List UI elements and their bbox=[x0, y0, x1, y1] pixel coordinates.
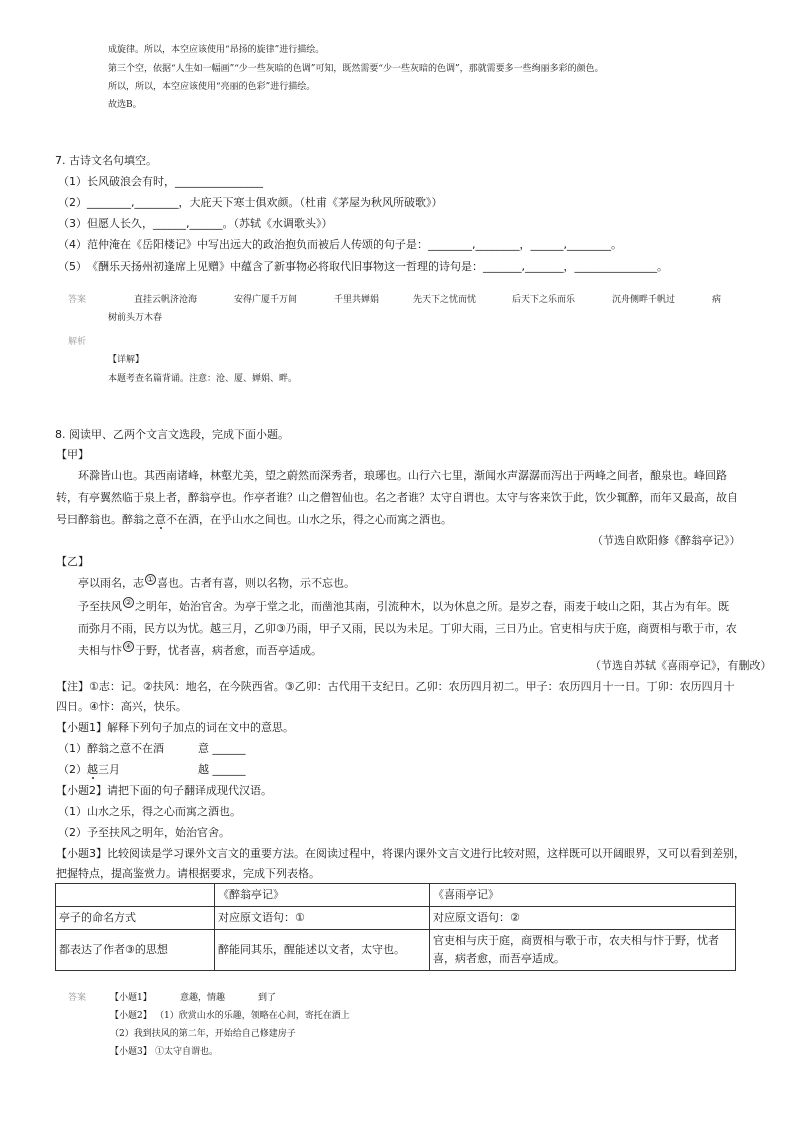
analysis-text-line: 成旋律。所以，本空应该使用“昂扬的旋律”进行描绘。 bbox=[108, 45, 325, 55]
sub-question-3-line: 把握特点，提高鉴赏力。请根据要求，完成下列表格。 bbox=[56, 867, 320, 880]
sub1-answer-blank: 越 ______ bbox=[198, 763, 246, 776]
table-row bbox=[56, 907, 736, 930]
q7-item-1: （1）长风破浪会有时，________________ bbox=[58, 175, 263, 188]
table-cell: 醉能同其乐，醒能述以文者，太守也。 bbox=[215, 930, 430, 971]
sub-question-3-line: 【小题3】比较阅读是学习课外文言文的重要方法。在阅读过程中，将课内课外文言文进行比较对照，这样既可以开阔眼界，又可以看到差别， bbox=[56, 847, 745, 860]
notes-line: 【注】①志：记。②扶风：地名，在今陕西省。③乙卯：古代用干支纪日。乙卯：农历四月初二。甲子：农历四月十一日。丁卯：农历四月十 bbox=[56, 680, 735, 693]
dotted-word: 意 bbox=[155, 513, 166, 526]
analysis-text-line: 第三个空，依据“人生如一幅画”“少一些灰暗的色调”可知，既然需要“少一些灰暗的色调”，那就需要多一些绚丽多彩的颜色。 bbox=[108, 64, 604, 74]
q7-item-2: （2）________,________，大庇天下寒士俱欢颜。（杜甫《茅屋为秋风所破歌》） bbox=[58, 196, 443, 209]
q7-answer: 安得广厦千万间 bbox=[234, 295, 298, 305]
comparison-table bbox=[55, 883, 736, 971]
jia-paragraph-line: 号曰醉翁也。醉翁之意不在酒，在乎山水之间也。山水之乐，得之心而寓之酒也。 bbox=[56, 513, 452, 526]
yi-paragraph-line: 予至扶风 ② 之明年，始治官舍。为亭于堂之北，而凿池其南，引流种木，以为休息之所。是岁之春，雨麦于岐山之阳，其占为有年。既而弥月不雨，民方以为忧。越三月，乙卯③乃雨，甲子又雨，民以为未足。丁卯大雨，三日乃止。官吏相与庆于庭，商贾相与歌于市，农夫相与忭 ④ 于野，忧者喜，病者愈，而吾亭适成。 bbox=[78, 598, 737, 657]
q7-answer: 沉舟侧畔千帆过 bbox=[612, 295, 676, 305]
notes-line: 四日。④忭：高兴，快乐。 bbox=[56, 700, 187, 713]
analysis-text-line: 所以，所以，本空应该使用“亮丽的色彩”进行描绘。 bbox=[108, 82, 316, 92]
footnote-marker: ② bbox=[124, 598, 133, 608]
jia-paragraph-line: 环滁皆山也。其西南诸峰，林壑尤美，望之蔚然而深秀者，琅琊也。山行六七里，渐闻水声潺潺而泻出于两峰之间者，酿泉也。峰回路 bbox=[78, 469, 727, 482]
q8-answer: （2）我到扶风的第二年，开始给自己修建房子 bbox=[110, 1029, 296, 1039]
yi-source: （节选自苏轼《喜雨亭记》，有删改） bbox=[590, 659, 772, 672]
table-row bbox=[56, 884, 736, 907]
q7-item-4: （4）范仲淹在《岳阳楼记》中写出远大的政治抱负而被后人传颂的句子是：________,________，______,________。 bbox=[58, 238, 622, 251]
jia-label: 【甲】 bbox=[56, 448, 89, 461]
analysis-text-line: 故选B。 bbox=[108, 100, 142, 110]
question-8-title: 8. 阅读甲、乙两个文言文选段，完成下面小题。 bbox=[55, 428, 289, 441]
q7-answer: 直挂云帆济沧海 bbox=[134, 295, 198, 305]
answer-label: 答案 bbox=[68, 295, 87, 305]
table-cell: 官吏相与庆于庭，商贾相与歌于市，农夫相与忭于野，忧者喜，病者愈，而吾亭适成。 bbox=[430, 930, 736, 971]
q8-answer: ①太守自谓也。 bbox=[155, 1047, 219, 1057]
detail-text: 本题考查名篇背诵。注意：沧、厦、婵娟、畔。 bbox=[108, 374, 298, 384]
sub2-item-b: （2）予至扶风之明年，始治官舍。 bbox=[58, 826, 230, 839]
table-cell: 都表达了作者③的思想 bbox=[56, 930, 215, 971]
jia-source: （节选自欧阳修《醉翁亭记》） bbox=[592, 534, 741, 547]
q8-answer: 到了 bbox=[258, 993, 277, 1003]
q7-answer: 病 bbox=[712, 295, 722, 305]
dotted-word: 越 bbox=[87, 763, 98, 776]
table-row bbox=[56, 930, 736, 971]
yi-paragraph-line: 亭以雨名，志 ① 喜也。古者有喜，则以名物，示不忘也。 bbox=[78, 575, 355, 590]
table-cell bbox=[56, 884, 215, 907]
table-cell: 《喜雨亭记》 bbox=[430, 884, 736, 907]
q7-answer: 先天下之忧而忧 bbox=[413, 295, 477, 305]
footnote-marker: ④ bbox=[124, 642, 133, 652]
sub1-item-b: （2）越三月 bbox=[58, 763, 120, 776]
q7-answer: 千里共婵娟 bbox=[334, 295, 380, 305]
table-cell: 《醉翁亭记》 bbox=[215, 884, 430, 907]
yi-label: 【乙】 bbox=[56, 555, 89, 568]
sub2-item-a: （1）山水之乐，得之心而寓之酒也。 bbox=[58, 805, 241, 818]
sub1-item-a: （1）醉翁之意不在酒 bbox=[58, 742, 164, 755]
q8-answer: （1）欣赏山水的乐趣，领略在心间，寄托在酒上 bbox=[155, 1011, 350, 1021]
q7-answer-cont: 树前头万木春 bbox=[108, 313, 163, 323]
answer-tag: 【小题1】 bbox=[110, 993, 152, 1003]
table-cell: 亭子的命名方式 bbox=[56, 907, 215, 930]
table-cell: 对应原文语句：① bbox=[215, 907, 430, 930]
answer-tag: 【小题2】 bbox=[110, 1011, 152, 1021]
footnote-marker: ① bbox=[146, 575, 155, 584]
jia-paragraph-line: 转，有亭翼然临于泉上者，醉翁亭也。作亭者谁？山之僧智仙也。名之者谁？太守自谓也。太守与客来饮于此，饮少辄醉，而年又最高，故自 bbox=[56, 491, 738, 504]
q7-answer: 后天下之乐而乐 bbox=[512, 295, 576, 305]
answer-tag: 【小题3】 bbox=[110, 1047, 152, 1057]
table-cell: 对应原文语句：② bbox=[430, 907, 736, 930]
sub-question-1-title: 【小题1】解释下列句子加点的词在文中的意思。 bbox=[56, 721, 294, 734]
sub1-answer-blank: 意 ______ bbox=[198, 742, 246, 755]
sub-question-2-title: 【小题2】请把下面的句子翻译成现代汉语。 bbox=[56, 784, 272, 797]
q7-item-3: （3）但愿人长久，______,______。（苏轼《水调歌头》） bbox=[58, 217, 333, 230]
answer-label: 答案 bbox=[68, 993, 87, 1003]
q7-item-5: （5） 《酬乐天扬州初逢席上见赠》中蕴含了新事物必将取代旧事物这一哲理的诗句是：_______,_______，_______________。 bbox=[58, 260, 668, 273]
question-7-title: 7. 古诗文名句填空。 bbox=[55, 154, 157, 167]
detail-tag: 【详解】 bbox=[108, 355, 145, 365]
q8-answer: 意趣，情趣 bbox=[180, 993, 226, 1003]
analysis-label: 解析 bbox=[68, 337, 87, 347]
